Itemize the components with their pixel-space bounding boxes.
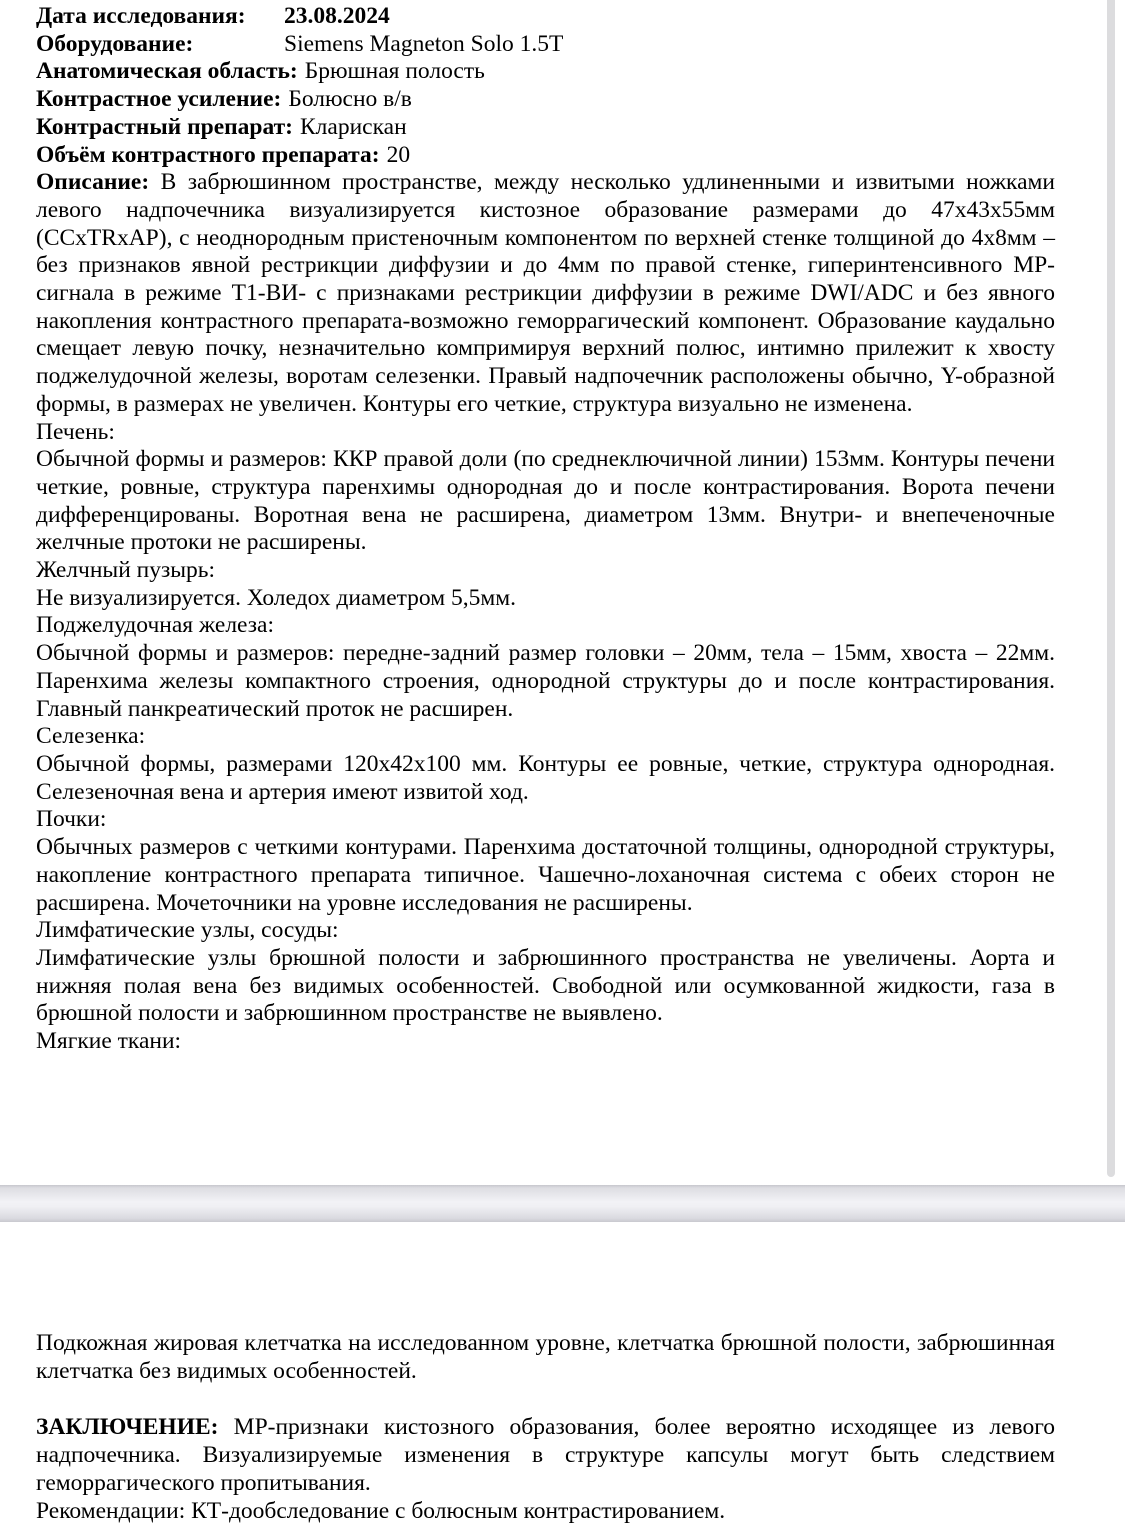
contrast-enhancement-row — [36, 86, 1055, 114]
section-body: Обычных размеров с четкими контурами. Паренхима достаточной толщины, однородной структуры, накопление контрастного препарата типичное. Чашечно-лоханочная система с обеих сторон не расширена. Мочеточники на уровне исследования не расширены. — [36, 834, 1055, 916]
equipment-value: Siemens Magneton Solo 1.5T — [284, 30, 564, 57]
section-kidneys — [36, 806, 1055, 917]
section-soft-tissues — [36, 1028, 1055, 1056]
section-heading: Мягкие ткани: — [36, 1028, 182, 1055]
contrast-volume-value: 20 — [386, 141, 411, 168]
anatomy-label: Анатомическая область: — [36, 58, 298, 85]
contrast-enhancement-label: Контрастное усиление: — [36, 86, 282, 113]
equipment-label: Оборудование: — [36, 30, 194, 57]
section-heading: Поджелудочная железа: — [36, 612, 275, 639]
section-spleen — [36, 723, 1055, 806]
section-heading: Желчный пузырь: — [36, 557, 216, 584]
page-gap-separator — [0, 1185, 1125, 1222]
conclusion-paragraph — [36, 1414, 1055, 1497]
anatomy-row — [36, 58, 1055, 86]
section-heading: Селезенка: — [36, 723, 146, 750]
description-text: В забрюшинном пространстве, между несколько удлиненными и извитыми ножками левого надпочечника визуализируется кистозное образование размерами до 47х43х55мм (CCxTRxAP), с неоднородным пристеночным компонентом по верхней стенке толщиной до 4х8мм – без признаков явной рестрикции диффузии и до 4мм по правой стенке, гиперинтенсивного МР-сигнала в режиме Т1-ВИ- с признаками рестрикции диффузии в режиме DWI/ADC и без явного накопления контрастного препарата-возможно геморрагический компонент. Образование каудально смещает левую почку, незначительно компримируя верхний полюс, интимно прилежит к хвосту поджелудочной железы, воротам селезенки. Правый надпочечник расположены обычно, Y-образной формы, в размерах не увеличен. Контуры его четкие, структура визуально не изменена. — [36, 169, 1056, 417]
conclusion-text: МР-признаки кистозного образования, более вероятно исходящее из левого надпочечника. Визуализируемые изменения в структуре капсулы могут быть следствием геморрагического пропитывания. — [36, 1414, 1055, 1496]
description-label: Описание: — [36, 169, 150, 196]
section-body: Обычной формы и размеров: передне-задний размер головки – 20мм, тела – 15мм, хвоста – 22мм. Паренхима железы компактного строения, однородной структуры до и после контрастирования. Главный панкреатический проток не расширен. — [36, 640, 1055, 722]
conclusion-label: ЗАКЛЮЧЕНИЕ: — [36, 1414, 219, 1441]
study-date-row — [36, 3, 1055, 31]
section-pancreas — [36, 612, 1055, 723]
report-page-2 — [0, 1222, 1125, 1525]
section-body: Лимфатические узлы брюшной полости и забрюшинного пространства не увеличены. Аорта и нижняя полая вена без видимых особенностей. Свободной или осумкованной жидкости, газа в брюшной полости и забрюшинном пространстве не выявлено. — [36, 944, 1055, 1027]
contrast-agent-value: Кларискан — [300, 113, 407, 140]
contrast-volume-row — [36, 142, 1055, 170]
section-heading: Печень: — [36, 418, 115, 445]
anatomy-value: Брюшная полость — [304, 58, 485, 85]
section-body: Обычной формы и размеров: ККР правой доли (по среднеключичной линии) 153мм. Контуры печени четкие, ровные, структура паренхимы однородная до и после контрастирования. Ворота печени дифференцированы. Воротная вена не расширена, диаметром 13мм. Внутри- и внепеченочные желчные протоки не расширены. — [36, 446, 1055, 556]
recommendations-line: Рекомендации: КТ-дообследование с болюсным контрастированием. — [36, 1497, 726, 1524]
equipment-row — [36, 31, 1055, 59]
soft-tissue-paragraph: Подкожная жировая клетчатка на исследованном уровне, клетчатка брюшной полости, забрюшинная клетчатка без видимых особенностей. — [36, 1330, 1055, 1384]
contrast-enhancement-value: Болюсно в/в — [288, 86, 412, 113]
contrast-agent-row — [36, 114, 1055, 142]
section-heading: Почки: — [36, 806, 107, 833]
study-date-value: 23.08.2024 — [284, 3, 390, 29]
section-liver — [36, 419, 1055, 558]
section-body: Не визуализируется. Холедох диаметром 5,5мм. — [36, 584, 516, 611]
section-body: Обычной формы, размерами 120х42х100 мм. Контуры ее ровные, четкие, структура однородная. Селезеночная вена и артерия имеют извитой ход. — [36, 750, 1055, 805]
section-heading: Лимфатические узлы, сосуды: — [36, 917, 339, 944]
blank-line — [36, 1385, 1055, 1414]
section-gallbladder — [36, 557, 1055, 612]
study-date-label: Дата исследования: — [36, 3, 246, 29]
description-paragraph — [36, 169, 1055, 418]
vertical-scrollbar-thumb[interactable] — [1107, 0, 1115, 1177]
contrast-volume-label: Объём контрастного препарата: — [36, 141, 380, 168]
section-lymph-nodes — [36, 917, 1055, 1028]
contrast-agent-label: Контрастный препарат: — [36, 113, 293, 140]
